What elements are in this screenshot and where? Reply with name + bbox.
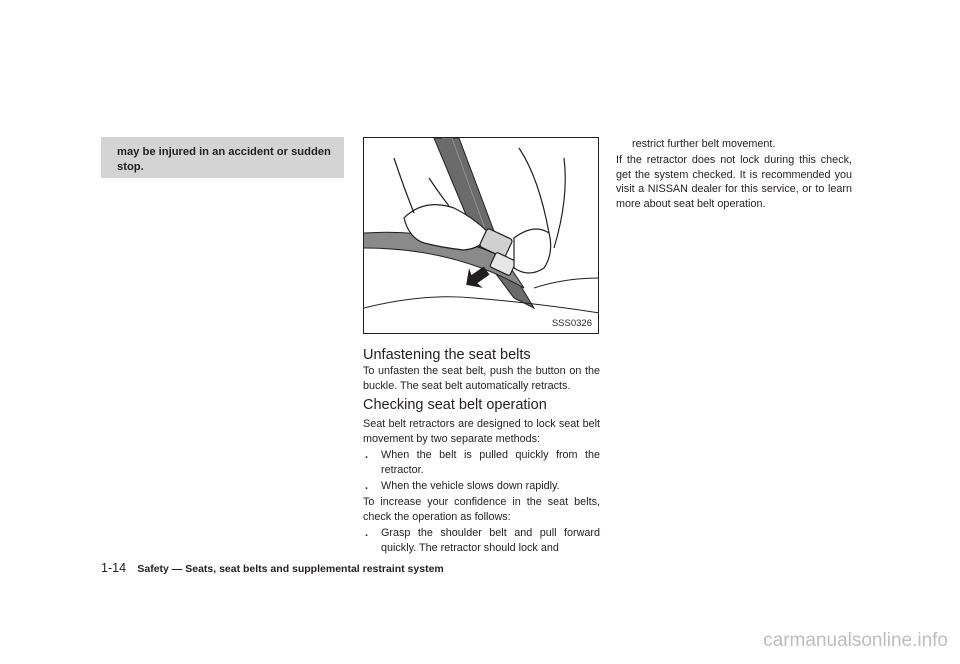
checking-intro: Seat belt retractors are designed to lock seat belt movement by two separate methods: <box>363 418 600 445</box>
list-item <box>365 479 600 494</box>
section-title: Safety — Seats, seat belts and supplemental restraint system <box>137 563 444 575</box>
bullet-dot: . <box>365 449 368 461</box>
unfastening-body: To unfasten the seat belt, push the button on the buckle. The seat belt automatically retracts. <box>363 365 600 392</box>
confidence-text: To increase your confidence in the seat belts, check the operation as follows: <box>363 496 600 523</box>
checking-heading: Checking seat belt operation <box>363 397 547 413</box>
page-footer <box>101 561 444 576</box>
bullet-dot: . <box>365 480 368 492</box>
method-2: When the vehicle slows down rapidly. <box>381 480 560 492</box>
watermark: carmanualsonline.info <box>763 630 948 651</box>
bullet-dot: . <box>365 527 368 539</box>
warning-text: may be injured in an accident or sudden stop. <box>117 146 331 173</box>
figure-code: SSS0326 <box>551 318 592 329</box>
unfastening-heading: Unfastening the seat belts <box>363 347 531 363</box>
continued-text: restrict further belt movement. <box>632 138 776 150</box>
list-item <box>365 448 600 477</box>
page-number: 1-14 <box>101 561 127 575</box>
step-1: Grasp the shoulder belt and pull forward quickly. The retractor should lock and <box>381 527 600 554</box>
buckle-illustration <box>364 138 599 334</box>
method-1: When the belt is pulled quickly from the retractor. <box>381 449 600 476</box>
col3-body: If the retractor does not lock during this check, get the system checked. It is recommended you visit a NISSAN dealer for this service, or to learn more about seat belt operation. <box>616 154 852 210</box>
list-item <box>365 526 600 555</box>
seat-belt-buckle-figure <box>363 137 599 334</box>
warning-box <box>101 137 344 178</box>
